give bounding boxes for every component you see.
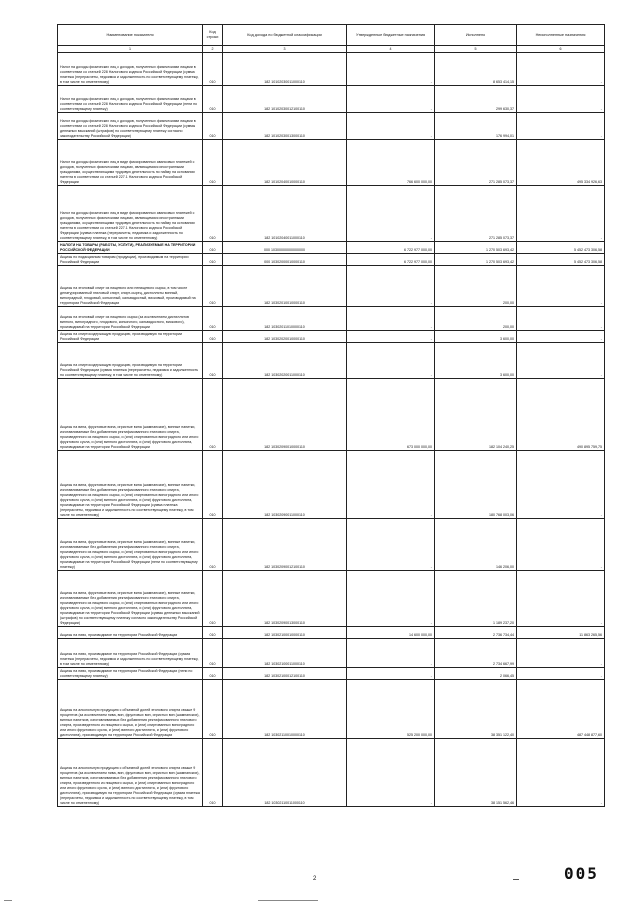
cell-name: Акцизы на вина, фруктовые вина, игристые вина (шампанские), винные напитки, изготавливаемые без добавления ректификованного этилового спирта, произведенного из пищевого сырья, и (или) спиртованных виноградного или иного фруктового сусла, и (или) винного дистиллята, и (или) фруктового дистиллята, производимые на территории Российской Федерации (пени по соответствующему платежу) <box>58 519 203 571</box>
cell-approved: - <box>347 186 435 242</box>
cell-line-code: 010 <box>203 343 223 379</box>
cell-line-code: 010 <box>203 86 223 113</box>
table-row <box>58 739 605 807</box>
cell-name: Акцизы на вина, фруктовые вина, игристые вина (шампанские), винные напитки, изготавливаемые без добавления ректификованного этилового спирта, произведенного из пищевого сырья, и (или) спиртованных виноградного или иного фруктового сусла, и (или) винного дистиллята, и (или) фруктового дистиллята, производимые на территории Российской Федерации (сумма платежа (перерасчеты, недоимка и задолженность по соответствующему платежу, в том числе по отмененному) <box>58 451 203 519</box>
cell-name: Налог на доходы физических лиц с доходов, полученных физическими лицами в соответствии со статьей 228 Налогового кодекса Российской Федерации (пени по соответствующему платежу) <box>58 86 203 113</box>
cell-approved: 14 600 000,00 <box>347 627 435 639</box>
table-row <box>58 242 605 254</box>
cell-executed: 182 104 240,25 <box>435 379 517 451</box>
cell-income-code: 182 10302090013000110 <box>223 571 347 627</box>
cell-executed: 200,00 <box>435 266 517 307</box>
cell-remaining: - <box>517 266 605 307</box>
table-row <box>58 113 605 140</box>
cell-line-code: 010 <box>203 668 223 680</box>
cell-income-code: 182 10302100012100110 <box>223 668 347 680</box>
cell-name: Акцизы на алкогольную продукцию с объемной долей этилового спирта свыше 9 процентов (за исключением пива, вин, фруктовых вин, игристых вин (шампанских), винных напитков, изготавливаемых без добавления ректификованного этилового спирта, произведенного из пищевого сырья, и (или) спиртованных виноградного или иного фруктового сусла, и (или) винного дистиллята, и (или) фруктового дистиллята), производимую на территории Российской Федерации <box>58 680 203 739</box>
cell-income-code: 182 10102030012100110 <box>223 86 347 113</box>
cell-remaining: - <box>517 186 605 242</box>
table-row <box>58 86 605 113</box>
cell-executed: 1 270 503 693,42 <box>435 254 517 266</box>
cell-executed: 180 768 003,06 <box>435 451 517 519</box>
cell-line-code: 010 <box>203 571 223 627</box>
cell-remaining: - <box>517 519 605 571</box>
cell-line-code: 010 <box>203 186 223 242</box>
cell-approved: - <box>347 307 435 331</box>
header-income-code: Код дохода по бюджетной классификации <box>223 25 347 46</box>
table-body <box>58 53 605 807</box>
col-num-5: 5 <box>435 46 517 53</box>
col-num-1: 1 <box>58 46 203 53</box>
cell-line-code: 010 <box>203 254 223 266</box>
cell-name: Налог на доходы физических лиц в виде фиксированных авансовых платежей с доходов, полученных физическими лицами, являющимися иностранными гражданами, осуществляющими трудовую деятельность по найму на основании патента в соответствии со статьей 227.1 Налогового кодекса Российской Федерации <box>58 140 203 186</box>
cell-executed: 38 151 562,46 <box>435 739 517 807</box>
cell-approved: 525 200 000,00 <box>347 680 435 739</box>
cell-approved: - <box>347 86 435 113</box>
cell-remaining: - <box>517 331 605 343</box>
cell-name: Акцизы на спиртосодержащую продукцию, производимую на территории Российской Федерации (сумма платежа (перерасчеты, недоимка и задолженность по соответствующему платежу, в том числе по отмененному) <box>58 343 203 379</box>
cell-executed: 299 630,37 <box>435 86 517 113</box>
table-row <box>58 668 605 680</box>
cell-executed: 8 653 414,15 <box>435 53 517 86</box>
cell-name: Акцизы по подакцизным товарам (продукции), производимым на территории Российской Федерации <box>58 254 203 266</box>
table-row <box>58 266 605 307</box>
col-num-3: 3 <box>223 46 347 53</box>
cell-name: Акцизы на вина, фруктовые вина, игристые вина (шампанские), винные напитки, изготавливаемые без добавления ректификованного этилового спирта, произведенного из пищевого сырья, и (или) спиртованных виноградного или иного фруктового сусла, и (или) винного дистиллята, и (или) фруктового дистиллята, производимые на территории Российской Федерации <box>58 379 203 451</box>
cell-approved: - <box>347 266 435 307</box>
cell-remaining: - <box>517 571 605 627</box>
cell-approved: - <box>347 113 435 140</box>
cell-approved: 6 722 977 000,00 <box>347 254 435 266</box>
table-row <box>58 331 605 343</box>
cell-line-code: 010 <box>203 739 223 807</box>
cell-remaining: 5 452 473 306,58 <box>517 254 605 266</box>
table-row <box>58 307 605 331</box>
cell-approved: - <box>347 331 435 343</box>
cell-approved: - <box>347 519 435 571</box>
cell-income-code: 182 10302100011000110 <box>223 639 347 668</box>
cell-executed: 1 189 237,20 <box>435 571 517 627</box>
cell-line-code: 010 <box>203 451 223 519</box>
cell-income-code: 000 10302000010000110 <box>223 254 347 266</box>
cell-remaining: - <box>517 668 605 680</box>
income-report-table <box>57 24 605 807</box>
cell-remaining: - <box>517 113 605 140</box>
cell-line-code: 010 <box>203 331 223 343</box>
cell-income-code: 000 10300000000000000 <box>223 242 347 254</box>
cell-name: Налог на доходы физических лиц в виде фиксированных авансовых платежей с доходов, полученных физическими лицами, являющимися иностранными гражданами, осуществляющими трудовую деятельность по найму на основании патента в соответствии со статьей 227.1 Налогового кодекса Российской Федерации (сумма платежа (перерасчеты, недоимка и задолженность по соответствующему платежу, в том числе по отмененному) <box>58 186 203 242</box>
cell-name: Акцизы на пиво, производимое на территории Российской Федерации (пени по соответствующему платежу) <box>58 668 203 680</box>
cell-executed: 38 351 122,40 <box>435 680 517 739</box>
cell-name: НАЛОГИ НА ТОВАРЫ (РАБОТЫ, УСЛУГИ), РЕАЛИЗУЕМЫЕ НА ТЕРРИТОРИИ РОССИЙСКОЙ ФЕДЕРАЦИИ <box>58 242 203 254</box>
header-line-code: Код строки <box>203 25 223 46</box>
cell-income-code: 182 10302011010000110 <box>223 307 347 331</box>
cell-remaining: - <box>517 307 605 331</box>
cell-executed: 146 206,00 <box>435 519 517 571</box>
cell-line-code: 010 <box>203 242 223 254</box>
cell-income-code: 182 10302020011000110 <box>223 343 347 379</box>
cell-income-code: 182 10302090011000110 <box>223 451 347 519</box>
cell-line-code: 010 <box>203 266 223 307</box>
cell-approved: - <box>347 53 435 86</box>
cell-executed: 200,00 <box>435 307 517 331</box>
cell-name: Налог на доходы физических лиц с доходов, полученных физическими лицами в соответствии со статьей 228 Налогового кодекса Российской Федерации (сумма платежа (перерасчеты, недоимка и задолженность по соответствующему платежу, в том числе по отмененному) <box>58 53 203 86</box>
header-row <box>58 25 605 46</box>
cell-approved: - <box>347 639 435 668</box>
cell-line-code: 010 <box>203 307 223 331</box>
header-name: Наименование показателя <box>58 25 203 46</box>
cell-income-code: 182 10302020010000110 <box>223 331 347 343</box>
table-row <box>58 379 605 451</box>
cell-executed: 3 600,00 <box>435 343 517 379</box>
header-executed: Исполнено <box>435 25 517 46</box>
cell-executed: 271 285 073,37 <box>435 186 517 242</box>
cell-line-code: 010 <box>203 140 223 186</box>
cell-executed: 3 600,00 <box>435 331 517 343</box>
cell-remaining: - <box>517 639 605 668</box>
cell-income-code: 182 10302110011000110 <box>223 739 347 807</box>
cell-income-code: 182 10302010010000110 <box>223 266 347 307</box>
cell-line-code: 010 <box>203 627 223 639</box>
cell-line-code: 010 <box>203 53 223 86</box>
cell-income-code: 182 10102030013000110 <box>223 113 347 140</box>
cell-approved: - <box>347 451 435 519</box>
column-number-row <box>58 46 605 53</box>
cell-income-code: 182 10302100010000110 <box>223 627 347 639</box>
cell-executed: 271 285 073,37 <box>435 140 517 186</box>
cell-remaining: 5 452 473 306,58 <box>517 242 605 254</box>
cell-line-code: 010 <box>203 519 223 571</box>
cell-name: Акцизы на вина, фруктовые вина, игристые вина (шампанские), винные напитки, изготавливаемые без добавления ректификованного этилового спирта, произведенного из пищевого сырья, и (или) спиртованных виноградного или иного фруктового сусла, и (или) винного дистиллята, и (или) фруктового дистиллята, производимые на территории Российской Федерации (суммы денежных взысканий (штрафов) по соответствующему платежу согласно законодательству Российской Федерации) <box>58 571 203 627</box>
cell-approved: 766 600 000,00 <box>347 140 435 186</box>
cell-remaining: - <box>517 739 605 807</box>
cell-executed: 2 736 734,44 <box>435 627 517 639</box>
cell-name: Акцизы на алкогольную продукцию с объемной долей этилового спирта свыше 9 процентов (за исключением пива, вин, фруктовых вин, игристых вин (шампанских), винных напитков, изготавливаемых без добавления ректификованного этилового спирта, произведенного из пищевого сырья, и (или) спиртованных виноградного или иного фруктового сусла, и (или) винного дистиллята, и (или) фруктового дистиллята), производимую на территории Российской Федерации (сумма платежа (перерасчеты, недоимка и задолженность по соответствующему платежу, в том числе по отмененному) <box>58 739 203 807</box>
col-num-2: 2 <box>203 46 223 53</box>
cell-line-code: 010 <box>203 639 223 668</box>
table-row <box>58 639 605 668</box>
cell-income-code: 182 10302090012100110 <box>223 519 347 571</box>
cell-remaining: - <box>517 343 605 379</box>
page-number: 2 <box>313 876 317 882</box>
scan-mark <box>513 879 519 880</box>
cell-remaining: 11 863 265,56 <box>517 627 605 639</box>
table-row <box>58 451 605 519</box>
cell-line-code: 010 <box>203 379 223 451</box>
cell-name: Акцизы на этиловый спирт из пищевого или непищевого сырья, в том числе денатурированный этиловый спирт, спирт-сырец, дистилляты винный, виноградный, плодовый, коньячный, кальвадосный, висковый, производимый на территории Российской Федерации <box>58 266 203 307</box>
cell-approved: 673 000 000,00 <box>347 379 435 451</box>
cell-name: Акцизы на этиловый спирт из пищевого сырья (за исключением дистиллятов винного, виноградного, плодового, коньячного, кальвадосного, вискового), производимый на территории Российской Федерации <box>58 307 203 331</box>
cell-remaining: 495 334 926,63 <box>517 140 605 186</box>
table-row <box>58 680 605 739</box>
table-row <box>58 140 605 186</box>
table-row <box>58 186 605 242</box>
cell-line-code: 010 <box>203 680 223 739</box>
cell-name: Налог на доходы физических лиц с доходов, полученных физическими лицами в соответствии со статьей 228 Налогового кодекса Российской Федерации (суммы денежных взысканий (штрафов) по соответствующему платежу согласно законодательству Российской Федерации) <box>58 113 203 140</box>
page-stamp-number: 005 <box>564 864 599 883</box>
cell-income-code: 182 10102040010000110 <box>223 140 347 186</box>
col-num-6: 6 <box>517 46 605 53</box>
header-remaining: Неисполненные назначения <box>517 25 605 46</box>
table-row <box>58 343 605 379</box>
cell-name: Акцизы на пиво, производимое на территории Российской Федерации <box>58 627 203 639</box>
cell-income-code: 182 10102030011000110 <box>223 53 347 86</box>
table-row <box>58 571 605 627</box>
cell-approved: - <box>347 571 435 627</box>
cell-line-code: 010 <box>203 113 223 140</box>
table-row <box>58 519 605 571</box>
cell-remaining: - <box>517 86 605 113</box>
table-row <box>58 53 605 86</box>
cell-approved: - <box>347 668 435 680</box>
cell-remaining: 487 448 877,60 <box>517 680 605 739</box>
cell-name: Акцизы на пиво, производимое на территории Российской Федерации (сумма платежа (перерасчеты, недоимка и задолженность по соответствующему платежу, в том числе по отмененному) <box>58 639 203 668</box>
cell-approved: - <box>347 343 435 379</box>
cell-income-code: 182 10302110010000110 <box>223 680 347 739</box>
cell-remaining: - <box>517 451 605 519</box>
col-num-4: 4 <box>347 46 435 53</box>
cell-name: Акцизы на спиртосодержащую продукцию, производимую на территории Российской Федерации <box>58 331 203 343</box>
cell-remaining: - <box>517 53 605 86</box>
cell-approved: - <box>347 739 435 807</box>
table-row <box>58 254 605 266</box>
scan-noise <box>258 900 318 901</box>
cell-executed: 2 066,45 <box>435 668 517 680</box>
cell-remaining: 490 895 759,75 <box>517 379 605 451</box>
cell-income-code: 182 10102040011000110 <box>223 186 347 242</box>
table-row <box>58 627 605 639</box>
cell-executed: 1 270 503 693,42 <box>435 242 517 254</box>
cell-income-code: 182 10302090010000110 <box>223 379 347 451</box>
cell-executed: 176 994,01 <box>435 113 517 140</box>
cell-executed: 2 734 667,99 <box>435 639 517 668</box>
cell-approved: 6 722 977 000,00 <box>347 242 435 254</box>
header-approved: Утвержденные бюджетные назначения <box>347 25 435 46</box>
scan-noise <box>4 900 12 901</box>
